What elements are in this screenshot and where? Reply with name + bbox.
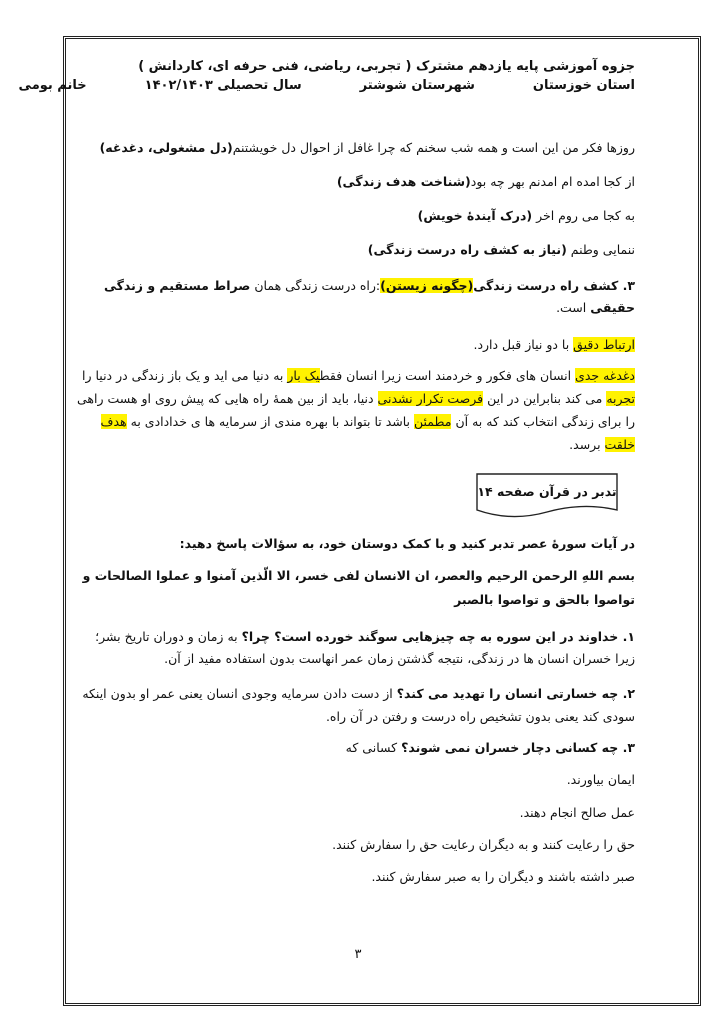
intro-line-1: روزها فکر من این است و همه شب سخنم که چرا غافل از احوال دل خویشتنم(دل مشغولی، دغدغه) (99, 140, 635, 155)
answer-item: حق را رعایت کنند و به دیگران رعایت حق را سفارش کنند. (332, 836, 635, 852)
header-province: استان خوزستان (532, 78, 635, 93)
instruction-line: در آیات سورهٔ عصر تدبر کنید و با کمک دوستان خود، به سؤالات پاسخ دهید: (179, 536, 635, 552)
question-1: ۱. خداوند در این سوره به چه چیزهایی سوگند خورده است؟ چرا؟ به زمان و دوران تاریخ بشر؛ زیرا خسران انسان ها در زندگی، نتیجه گذشتن زمان عمر انهاست بدون استفاده مفید از آن. (95, 628, 635, 666)
concern-paragraph: دغدغه جدی انسان های فکور و خردمند است زیرا انسان فقطیک بار به دنیا می اید و یک باز زندگی در دنیا را تجربه می کند بنابراین در این فرصت تکرار نشدنی دنیا، باید از بین همهٔ راه هایی که پیش روی او هست راهی را برای زندگی انتخاب کند که به آن مطمئن باشد تا بتواند با بهره مندی از سرمایه ها ی خدادادی به هدف خلقت برسد. (77, 368, 635, 453)
scroll-banner-label: تدبر در قرآن صفحه ۱۴ (477, 484, 617, 500)
intro-line-2: از کجا امده ام امدنم بهر چه بود(شناخت هدف زندگی) (336, 174, 635, 189)
intro-line-4: ننمایی وطنم (نیاز به کشف راه درست زندگی) (367, 242, 635, 257)
question-3: ۳. چه کسانی دچار خسران نمی شوند؟ کسانی که (345, 739, 635, 755)
header-teacher: خانم بومی (18, 78, 87, 93)
answer-item: صبر داشته باشند و دیگران را به صبر سفارش کنند. (371, 869, 635, 885)
header-info (18, 77, 635, 95)
document-page (18, 58, 635, 887)
scroll-banner (473, 470, 621, 520)
intro-line-3: به کجا می روم اخر (درک آیندهٔ خویش) (417, 208, 635, 223)
verse-text: بسم اللهِ الرحمن الرحیم والعصر، ان الانسان لفی خسر، الا الّذین آمنوا و عملوا الصالحات و تواصوا بالحق و تواصوا بالصبر (82, 567, 635, 607)
answer-item: ایمان بیاورند. (566, 772, 635, 788)
link-line: ارتباط دقیق با دو نیاز قبل دارد. (473, 337, 635, 352)
section-3-paragraph: ۳. کشف راه درست زندگی(چگونه زیستن):راه درست زندگی همان صراط مستقیم و زندگی حقیقی است. (103, 278, 635, 315)
answer-item: عمل صالح انجام دهند. (519, 804, 635, 820)
header-city: شهرستان شوشتر (359, 78, 475, 93)
page-number: ۳ (354, 947, 362, 962)
question-2: ۲. چه خسارتی انسان را تهدید می کند؟ از دست دادن سرمایه وجودی انسان یعنی عمر او بدون اینکه سودی کند یعنی بدون تشخیص راه درست و رفتن در آن راه. (82, 685, 635, 724)
header-year: سال تحصیلی ۱۴۰۲/۱۴۰۳ (144, 78, 302, 93)
header-title: جزوه آموزشی پایه یازدهم مشترک ( تجربی، ریاضی، فنی حرفه ای، کاردانش ) (138, 59, 635, 74)
